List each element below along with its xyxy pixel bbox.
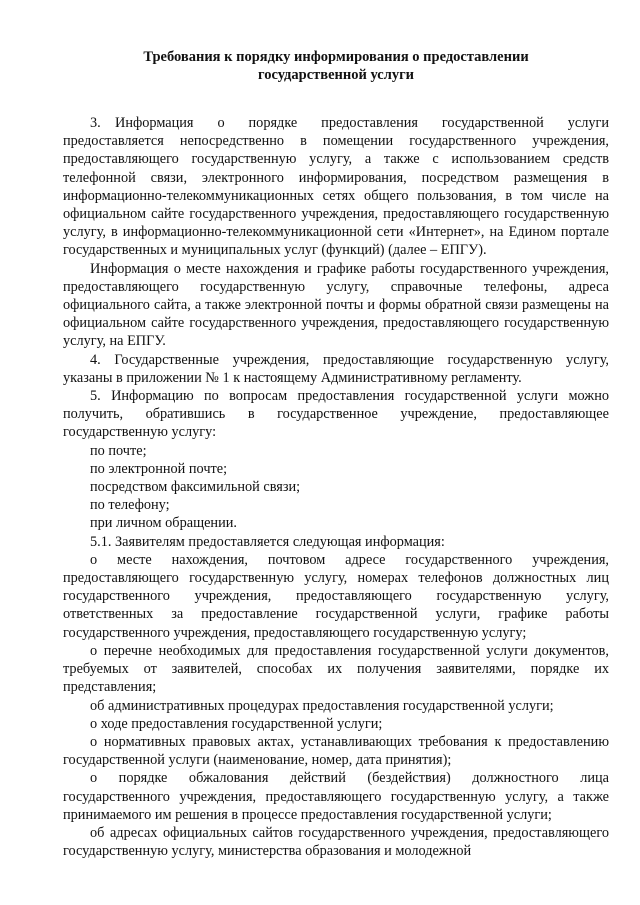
paragraph-5-1: 5.1. Заявителям предоставляется следующая информация: (90, 533, 445, 550)
info-item-documents: о перечне необходимых для предоставления государственной услуги документов, требуемых от заявителей, способах их получения заявителями, порядке их представления; (63, 642, 609, 696)
list-item-personal: при личном обращении. (90, 515, 237, 532)
list-item-phone: по телефону; (90, 497, 170, 514)
document-page (63, 48, 609, 860)
list-item-email: по электронной почте; (90, 460, 228, 477)
title-line-1: Требования к порядку информирования о предоставлении (143, 49, 529, 65)
info-item-appeal: о порядке обжалования действий (бездействия) должностного лица государственного учреждения, предоставляющего государственную услугу, а также принимаемого им решения в процессе предоставления государственной услуги; (63, 770, 609, 823)
info-item-websites: об адресах официальных сайтов государственного учреждения, предоставляющего государственную услугу, министерства образования и молодежной (63, 824, 609, 860)
title-line-2: государственной услуги (257, 67, 415, 83)
info-item-legal-acts: о нормативных правовых актах, устанавливающих требования к предоставлению государственной услуги (наименование, номер, дата принятия); (63, 733, 609, 769)
list-item-post: по почте; (90, 442, 147, 459)
list-item-fax: посредством факсимильной связи; (90, 479, 301, 496)
info-item-location: о месте нахождения, почтовом адресе государственного учреждения, предоставляющего государственную услугу, номерах телефонов должностных лиц государственного учреждения, предоставляющего государственную услугу, ответственных за предоставление государственной услуги, графике работы государственного учреждения, предоставляющего государственную услугу; (63, 551, 609, 641)
paragraph-4: 4. Государственные учреждения, предоставляющие государственную услугу, указаны в приложении № 1 к настоящему Административному регламенту. (63, 351, 609, 386)
info-item-progress: о ходе предоставления государственной услуги; (90, 715, 383, 732)
info-item-procedures: об административных процедурах предоставления государственной услуги; (90, 697, 554, 714)
paragraph-3: 3. Информация о порядке предоставления государственной услуги предоставляется непосредственно в помещении государственного учреждения, предоставляющего государственную услугу, а также с использованием средств телефонной связи, электронного информирования, посредством размещения в информационно-телекоммуникационных сетях общего пользования, в том числе на официальном сайте государственного учреждения, предоставляющего государственную услугу, в информационно-телекоммуникационной сети «Интернет», на Едином портале государственных и муниципальных услуг (функций) (далее – ЕПГУ). (63, 115, 609, 259)
document-title (63, 48, 609, 84)
paragraph-5: 5. Информацию по вопросам предоставления государственной услуги можно получить, обратившись в государственное учреждение, предоставляющее государственную услугу: (63, 388, 609, 441)
paragraph-3-info: Информация о месте нахождения и графике работы государственного учреждения, предоставляющего государственную услугу, справочные телефоны, адреса официального сайта, а также электронной почты и формы обратной связи размещены на официальном сайте государственного учреждения, предоставляющего государственную услугу, на ЕПГУ. (63, 260, 609, 350)
